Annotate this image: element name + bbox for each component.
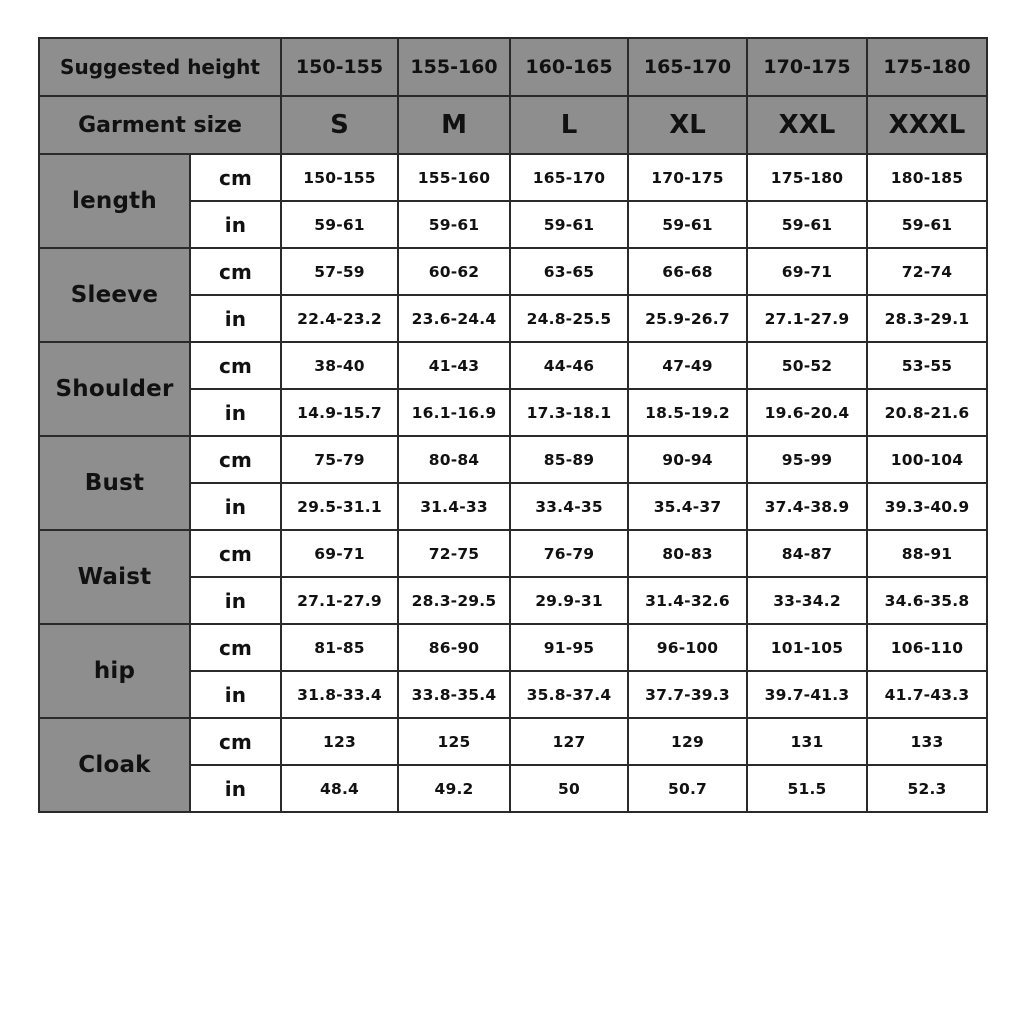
size-cell: XXL [747, 96, 867, 154]
measurement-value: 76-79 [510, 530, 628, 577]
measurement-value: 41-43 [398, 342, 510, 389]
measurement-value: 80-83 [628, 530, 747, 577]
unit-label: cm [190, 248, 281, 295]
measurement-value: 59-61 [867, 201, 987, 248]
measurement-value: 69-71 [747, 248, 867, 295]
measurement-value: 49.2 [398, 765, 510, 812]
measurement-value: 31.8-33.4 [281, 671, 398, 718]
height-cell: 155-160 [398, 38, 510, 96]
unit-label: in [190, 765, 281, 812]
measurement-value: 14.9-15.7 [281, 389, 398, 436]
measurement-value: 51.5 [747, 765, 867, 812]
measurement-value: 35.4-37 [628, 483, 747, 530]
measurement-value: 59-61 [398, 201, 510, 248]
garment-size-label: Garment size [39, 96, 281, 154]
measurement-value: 90-94 [628, 436, 747, 483]
size-chart-body [39, 38, 987, 812]
size-chart-table [38, 37, 988, 813]
measurement-value: 28.3-29.1 [867, 295, 987, 342]
measurement-value: 28.3-29.5 [398, 577, 510, 624]
measurement-value: 88-91 [867, 530, 987, 577]
measurement-value: 69-71 [281, 530, 398, 577]
measurement-value: 52.3 [867, 765, 987, 812]
measurement-value: 91-95 [510, 624, 628, 671]
measurement-value: 39.7-41.3 [747, 671, 867, 718]
suggested-height-label: Suggested height [39, 38, 281, 96]
measurement-value: 59-61 [281, 201, 398, 248]
measurement-value: 155-160 [398, 154, 510, 201]
measurement-value: 129 [628, 718, 747, 765]
measurement-value: 23.6-24.4 [398, 295, 510, 342]
measurement-value: 29.9-31 [510, 577, 628, 624]
measurement-value: 37.4-38.9 [747, 483, 867, 530]
measurement-value: 39.3-40.9 [867, 483, 987, 530]
measurement-value: 180-185 [867, 154, 987, 201]
height-cell: 170-175 [747, 38, 867, 96]
size-cell: XL [628, 96, 747, 154]
measurement-value: 80-84 [398, 436, 510, 483]
measurement-value: 33.8-35.4 [398, 671, 510, 718]
measurement-label: Shoulder [39, 342, 190, 436]
measurement-value: 96-100 [628, 624, 747, 671]
size-cell: M [398, 96, 510, 154]
measurement-value: 170-175 [628, 154, 747, 201]
measurement-value: 53-55 [867, 342, 987, 389]
measurement-row-cm [39, 624, 987, 671]
measurement-row-cm [39, 248, 987, 295]
measurement-row-cm [39, 436, 987, 483]
measurement-row-cm [39, 718, 987, 765]
measurement-value: 25.9-26.7 [628, 295, 747, 342]
suggested-height-row [39, 38, 987, 96]
measurement-value: 35.8-37.4 [510, 671, 628, 718]
size-cell: XXXL [867, 96, 987, 154]
unit-label: in [190, 577, 281, 624]
measurement-value: 66-68 [628, 248, 747, 295]
measurement-value: 44-46 [510, 342, 628, 389]
measurement-row-cm [39, 154, 987, 201]
measurement-value: 101-105 [747, 624, 867, 671]
height-cell: 150-155 [281, 38, 398, 96]
measurement-value: 20.8-21.6 [867, 389, 987, 436]
measurement-value: 100-104 [867, 436, 987, 483]
measurement-value: 29.5-31.1 [281, 483, 398, 530]
measurement-label: Cloak [39, 718, 190, 812]
height-cell: 175-180 [867, 38, 987, 96]
unit-label: cm [190, 154, 281, 201]
measurement-value: 16.1-16.9 [398, 389, 510, 436]
measurement-label: Waist [39, 530, 190, 624]
unit-label: in [190, 483, 281, 530]
measurement-value: 24.8-25.5 [510, 295, 628, 342]
height-cell: 160-165 [510, 38, 628, 96]
measurement-value: 18.5-19.2 [628, 389, 747, 436]
measurement-label: length [39, 154, 190, 248]
measurement-value: 95-99 [747, 436, 867, 483]
unit-label: in [190, 295, 281, 342]
measurement-value: 123 [281, 718, 398, 765]
measurement-value: 59-61 [628, 201, 747, 248]
measurement-value: 72-75 [398, 530, 510, 577]
unit-label: cm [190, 436, 281, 483]
unit-label: cm [190, 624, 281, 671]
unit-label: in [190, 389, 281, 436]
measurement-value: 127 [510, 718, 628, 765]
unit-label: cm [190, 530, 281, 577]
measurement-value: 31.4-33 [398, 483, 510, 530]
measurement-value: 37.7-39.3 [628, 671, 747, 718]
measurement-value: 72-74 [867, 248, 987, 295]
measurement-value: 33.4-35 [510, 483, 628, 530]
measurement-value: 133 [867, 718, 987, 765]
measurement-value: 84-87 [747, 530, 867, 577]
measurement-value: 33-34.2 [747, 577, 867, 624]
measurement-label: hip [39, 624, 190, 718]
measurement-value: 50-52 [747, 342, 867, 389]
measurement-value: 38-40 [281, 342, 398, 389]
measurement-value: 59-61 [510, 201, 628, 248]
measurement-value: 17.3-18.1 [510, 389, 628, 436]
unit-label: cm [190, 342, 281, 389]
measurement-value: 81-85 [281, 624, 398, 671]
measurement-value: 63-65 [510, 248, 628, 295]
measurement-value: 131 [747, 718, 867, 765]
measurement-row-cm [39, 342, 987, 389]
measurement-value: 86-90 [398, 624, 510, 671]
measurement-value: 75-79 [281, 436, 398, 483]
measurement-value: 85-89 [510, 436, 628, 483]
size-cell: L [510, 96, 628, 154]
measurement-value: 31.4-32.6 [628, 577, 747, 624]
garment-size-row [39, 96, 987, 154]
unit-label: in [190, 671, 281, 718]
measurement-value: 125 [398, 718, 510, 765]
measurement-row-cm [39, 530, 987, 577]
measurement-value: 60-62 [398, 248, 510, 295]
measurement-value: 165-170 [510, 154, 628, 201]
measurement-value: 50 [510, 765, 628, 812]
measurement-value: 175-180 [747, 154, 867, 201]
measurement-value: 19.6-20.4 [747, 389, 867, 436]
measurement-value: 50.7 [628, 765, 747, 812]
measurement-label: Bust [39, 436, 190, 530]
measurement-value: 27.1-27.9 [281, 577, 398, 624]
measurement-value: 34.6-35.8 [867, 577, 987, 624]
measurement-value: 150-155 [281, 154, 398, 201]
measurement-value: 48.4 [281, 765, 398, 812]
measurement-value: 41.7-43.3 [867, 671, 987, 718]
measurement-label: Sleeve [39, 248, 190, 342]
unit-label: cm [190, 718, 281, 765]
measurement-value: 59-61 [747, 201, 867, 248]
size-cell: S [281, 96, 398, 154]
measurement-value: 47-49 [628, 342, 747, 389]
measurement-value: 57-59 [281, 248, 398, 295]
measurement-value: 106-110 [867, 624, 987, 671]
height-cell: 165-170 [628, 38, 747, 96]
unit-label: in [190, 201, 281, 248]
measurement-value: 22.4-23.2 [281, 295, 398, 342]
measurement-value: 27.1-27.9 [747, 295, 867, 342]
